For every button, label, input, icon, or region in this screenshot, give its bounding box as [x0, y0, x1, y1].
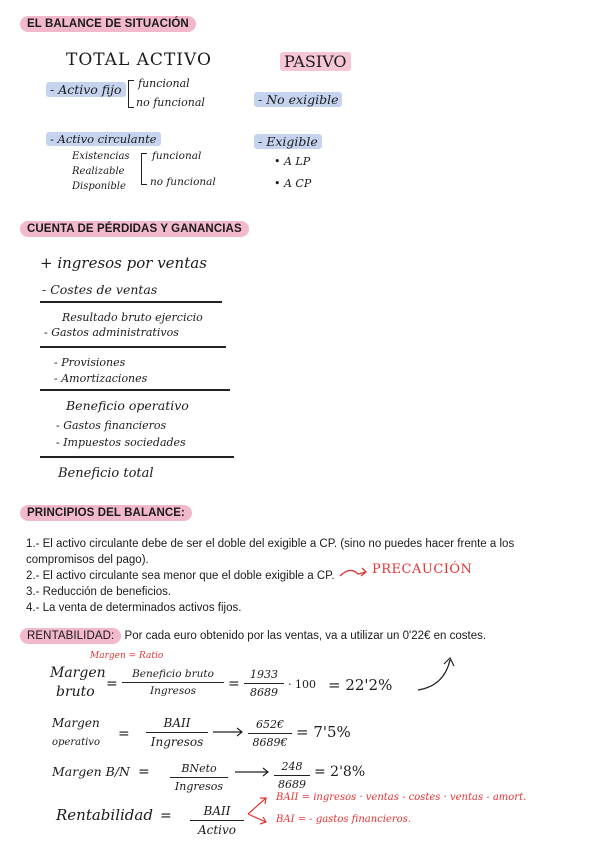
baii-note-1: BAII = ingresos · ventas - costes · ventas - amort. — [276, 792, 527, 803]
funcional-label-2: funcional — [152, 150, 202, 162]
principio-1a: 1.- El activo circulante debe de ser el doble del exigible a CP. (sino no puedes hacer frente a los — [26, 538, 515, 550]
cuenta-line-impuestos: - Impuestos sociedades — [56, 436, 186, 449]
mb-val-den: 8689 — [250, 686, 278, 700]
baii-note-2: BAI = - gastos financieros. — [276, 814, 411, 825]
activo-fijo: - Activo fijo — [46, 82, 126, 97]
rule-2 — [40, 346, 226, 348]
a-cp-item: • A CP — [274, 177, 312, 190]
mn-val-fraction — [274, 760, 310, 791]
r-fraction — [190, 804, 244, 837]
balance-heading: EL BALANCE DE SITUACIÓN — [20, 16, 196, 32]
disponible-label: Disponible — [72, 181, 126, 192]
r-arrows-icon — [246, 792, 274, 832]
precaucion-note: PRECAUCIÓN — [372, 562, 473, 577]
no-exigible: - No exigible — [254, 92, 342, 107]
mo-result: = 7'5% — [296, 723, 351, 741]
rule-3 — [40, 389, 230, 391]
total-activo-title: TOTAL ACTIVO — [66, 50, 212, 70]
cuenta-line-ingresos: + ingresos por ventas — [40, 254, 207, 272]
mb-den: Ingresos — [150, 685, 196, 698]
mo-fraction — [146, 716, 208, 749]
cuenta-line-beneficio-operativo: Beneficio operativo — [66, 398, 189, 413]
mo-label-1: Margen — [52, 716, 100, 730]
cuenta-line-resultado: Resultado bruto ejercicio — [62, 311, 203, 324]
mo-num: BAII — [163, 716, 191, 730]
mn-num: BNeto — [181, 762, 217, 775]
mo-val-den: 8689€ — [252, 736, 288, 750]
rule-4 — [40, 456, 234, 458]
no-funcional-label-2: no funcional — [150, 176, 216, 188]
mn-label: Margen B/N — [52, 764, 130, 779]
mn-result: = 2'8% — [314, 764, 366, 780]
cuenta-line-costes: - Costes de ventas — [42, 282, 158, 297]
principio-3: 3.- Reducción de beneficios. — [26, 586, 172, 598]
mb-num: Beneficio bruto — [132, 668, 214, 680]
curved-arrow-icon — [414, 654, 456, 694]
principio-1b: compromisos del pago). — [26, 554, 149, 566]
cuenta-line-gastos-adm: - Gastos administrativos — [44, 326, 179, 339]
cuenta-heading: CUENTA DE PÉRDIDAS Y GANANCIAS — [20, 221, 249, 237]
r-num: BAII — [203, 804, 231, 818]
rule-1 — [40, 301, 222, 303]
realizable-label: Realizable — [72, 166, 125, 177]
principio-4: 4.- La venta de determinados activos fijos. — [26, 602, 242, 614]
principio-2: 2.- El activo circulante sea menor que el doble exigible a CP. — [26, 570, 335, 582]
exigible: - Exigible — [254, 134, 322, 149]
activo-circulante: - Activo circulante — [46, 132, 161, 146]
brace-activo-fijo — [128, 80, 134, 108]
existencias-label: Existencias — [72, 151, 130, 162]
principios-heading: PRINCIPIOS DEL BALANCE: — [20, 505, 192, 521]
mn-val-num: 248 — [281, 760, 303, 773]
mb-equals-1: = — [106, 676, 118, 692]
rentabilidad-heading: RENTABILIDAD: — [20, 628, 121, 644]
a-lp-item: • A LP — [274, 155, 311, 168]
mb-val-fraction — [244, 668, 284, 699]
mn-val-den: 8689 — [278, 778, 306, 792]
cuenta-line-gastos-fin: - Gastos financieros — [56, 419, 167, 432]
rentabilidad-intro: Por cada euro obtenido por las ventas, va a utilizar un 0'22€ en costes. — [121, 630, 487, 642]
mb-times: · 100 — [288, 678, 316, 691]
mn-equals: = — [138, 764, 150, 780]
r-equals: = — [160, 808, 172, 824]
mo-den: Ingresos — [150, 735, 204, 750]
mn-fraction — [170, 762, 228, 793]
rentabilidad-line — [20, 630, 486, 642]
cuenta-line-beneficio-total: Beneficio total — [58, 466, 154, 481]
cuenta-line-amortizaciones: - Amortizaciones — [54, 372, 148, 385]
mo-val-fraction — [248, 718, 292, 749]
mn-arrow-icon — [234, 766, 272, 778]
brace-circulante — [141, 153, 147, 185]
pasivo-title: PASIVO — [280, 52, 351, 71]
margen-bruto-label-2: bruto — [56, 684, 95, 700]
mo-equals: = — [118, 726, 130, 742]
mb-val-num: 1933 — [250, 668, 278, 681]
mb-result: = 22'2% — [328, 676, 393, 694]
mb-fraction — [122, 668, 224, 697]
margen-ratio-note: Margen = Ratio — [90, 651, 164, 661]
precaucion-arrow-icon — [338, 564, 370, 580]
margen-bruto-label-1: Margen — [50, 665, 106, 681]
r-label: Rentabilidad — [56, 806, 153, 824]
funcional-label: funcional — [138, 77, 190, 90]
mn-den: Ingresos — [174, 780, 224, 794]
mo-arrow-icon — [212, 726, 246, 738]
mo-val-num: 652€ — [256, 718, 284, 731]
no-funcional-label: no funcional — [136, 96, 205, 109]
mb-equals-2: = — [228, 676, 240, 692]
cuenta-line-provisiones: - Provisiones — [54, 356, 126, 369]
r-den: Activo — [197, 823, 237, 838]
mo-label-2: operativo — [52, 737, 100, 748]
